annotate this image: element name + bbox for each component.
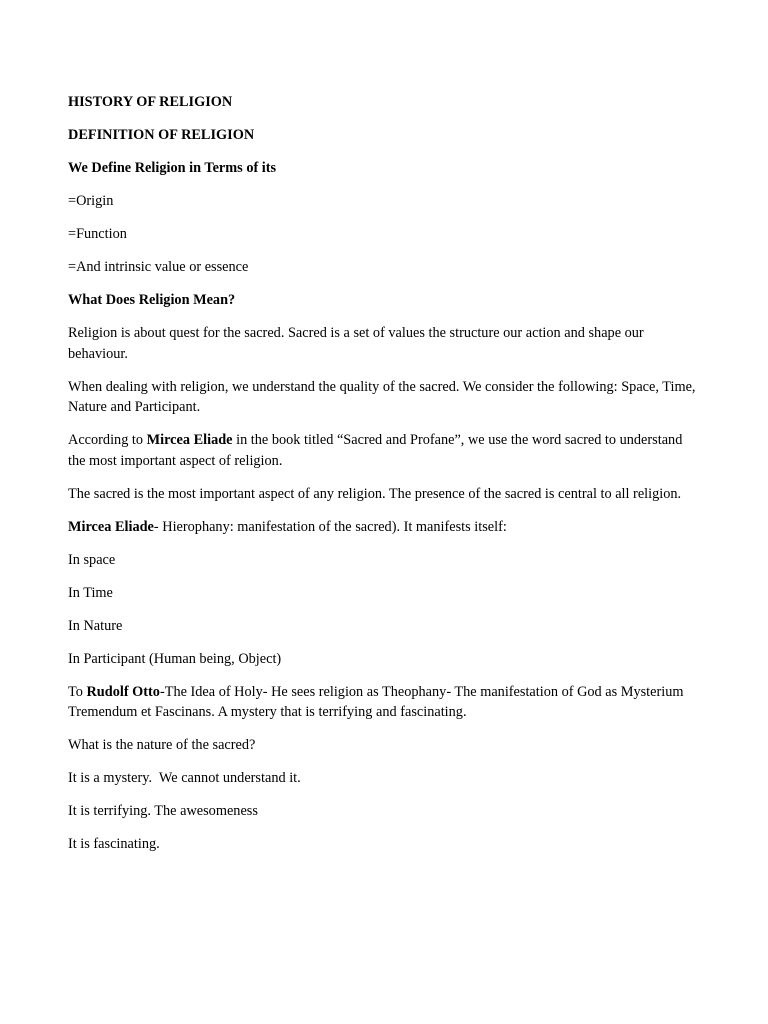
define-heading: We Define Religion in Terms of its [68, 160, 277, 176]
manifestation-nature: In Nature [68, 617, 123, 634]
paragraph-central: The sacred is the most important aspect of any religion. The presence of the sacred is central to all religion. [68, 485, 682, 502]
document-title: HISTORY OF RELIGION [68, 94, 233, 110]
paragraph-quest: Religion is about quest for the sacred. Sacred is a set of values the structure our action and shape our behaviour. [68, 325, 644, 362]
eliade-prefix: According to [68, 432, 147, 448]
nature-answer-mystery: It is a mystery. We cannot understand it. [68, 770, 301, 786]
hierophany-text: - Hierophany: manifestation of the sacred). It manifests itself: [153, 518, 507, 535]
manifestation-space: In space [68, 551, 116, 568]
paragraph-otto [68, 682, 698, 723]
eliade-suffix: in the book titled “Sacred and Profane”, we use the word sacred to understand the most important aspect of religion. [68, 432, 683, 469]
paragraph-quality: When dealing with religion, we understand the quality of the sacred. We consider the following: Space, Time, Nature and Participant. [68, 378, 696, 415]
paragraph-hierophany [68, 517, 698, 538]
document-subtitle: DEFINITION OF RELIGION [68, 127, 255, 143]
term-function: =Function [68, 226, 127, 242]
manifestation-time: In Time [68, 584, 113, 601]
paragraph-eliade [68, 430, 698, 471]
otto-prefix: To [68, 683, 87, 700]
hierophany-author: Mircea Eliade [68, 518, 154, 535]
term-essence: =And intrinsic value or essence [68, 259, 249, 275]
nature-answer-terrifying: It is terrifying. The awesomeness [68, 803, 258, 819]
nature-answer-fascinating: It is fascinating. [68, 836, 160, 852]
manifestation-participant: In Participant (Human being, Object) [68, 650, 282, 667]
nature-question: What is the nature of the sacred? [68, 737, 256, 753]
meaning-heading: What Does Religion Mean? [68, 292, 236, 308]
otto-suffix: -The Idea of Holy- He sees religion as Theophany- The manifestation of God as Mysterium Tremendum et Fascinans. A mystery that is terrifying and fascinating. [68, 683, 684, 720]
eliade-name: Mircea Eliade [146, 432, 233, 448]
term-origin: =Origin [68, 193, 114, 209]
otto-name: Rudolf Otto [86, 683, 160, 700]
